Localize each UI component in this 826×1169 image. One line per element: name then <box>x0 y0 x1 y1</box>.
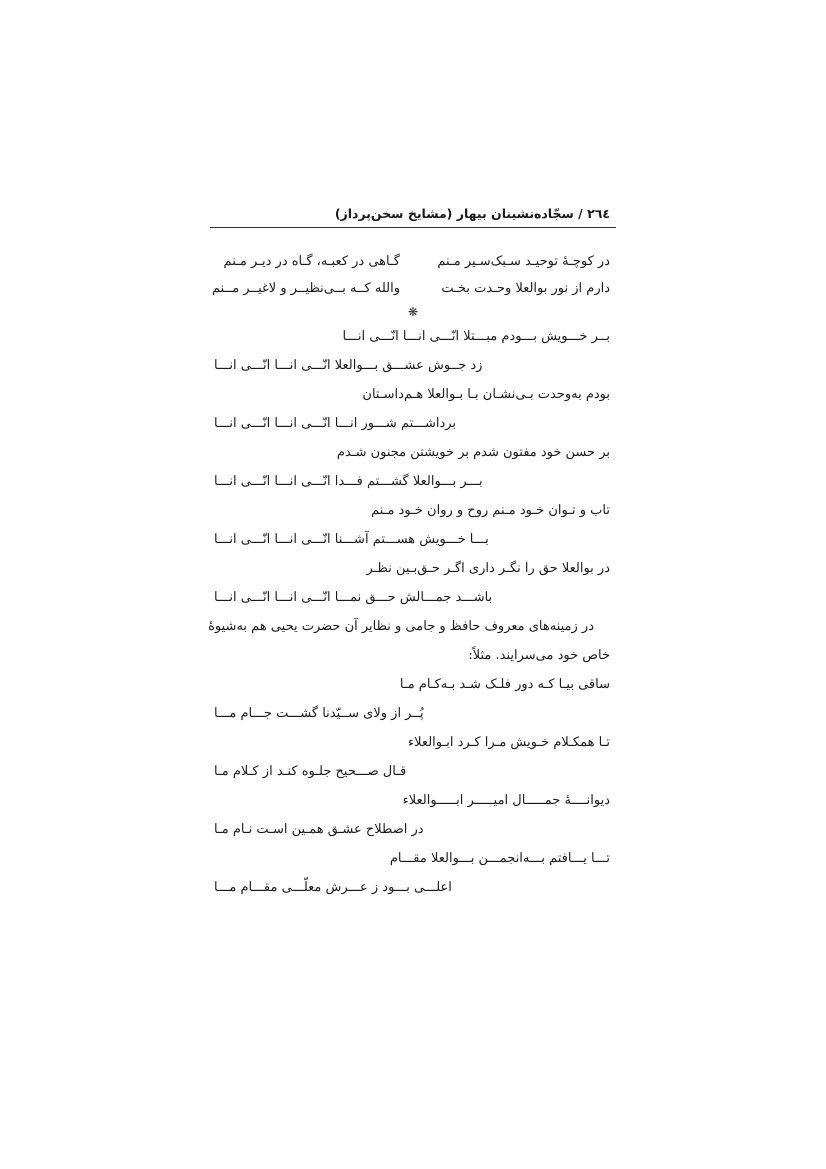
header-rule <box>210 227 616 228</box>
verse-line: بـــا خـــویش هســـتم آشـــنا انّـــی انـــا انّـــی انـــا <box>214 532 489 547</box>
page-header <box>335 206 610 221</box>
verse-line: بودم به‌وحدت بـی‌نشـان بـا بـوالعلا هـم‌داسـتان <box>362 387 610 402</box>
verse-line: تـــا یـــافتم بـــه‌انجمـــن بـــوالعلا مقـــام <box>389 851 610 866</box>
verse-line: باشـــد جمـــالش حـــق نمـــا انّـــی انـــا انّـــی انـــا <box>214 590 493 605</box>
hemistich: والله کــه بــی‌نظیــر و لاغیــر مــنم <box>212 281 400 296</box>
verse-line: زد جــوش عشـــق بـــوالعلا انّـــی انـــا انّـــی انـــا <box>214 358 483 373</box>
verse-line: پُــر از ولای ســیّدنا گشـــت جـــام مـــا <box>214 706 424 721</box>
verse-line: بـــر بـــوالعلا گشـــتم فـــدا انّـــی انـــا انّـــی انـــا <box>214 474 483 489</box>
verse-line: قـال صـــحیح جلـوه کنـد از کـلام مـا <box>214 764 407 779</box>
verse-line: برداشـــتم شـــور انـــا انّـــی انـــا انّـــی انـــا <box>214 416 457 431</box>
verse-line: اعلـــی بـــود ز عـــرش معلّـــی مقـــام مـــا <box>214 880 452 895</box>
prose-line: در زمینه‌های معروف حافظ و جامی و نظایر آن حضرت یحیی هم به‌شیوهٔ <box>208 619 594 634</box>
verse-line: بر حسن خود مفتون شدم بر خویشتن مجنون شـدم <box>336 445 610 460</box>
page-number: ٢٦٤ <box>587 206 610 221</box>
hemistich: دارم از نور بوالعلا وحـدت بخـت <box>441 281 610 296</box>
verse-line: بــر خـــویش بـــودم مبـــتلا انّـــی انـــا انّـــی انـــا <box>342 329 610 344</box>
verse-line: در بوالعلا حق را نگـر داری اگـر حـق‌بـین نظـر <box>366 561 610 576</box>
header-separator: / <box>578 206 583 221</box>
verse-line: تـا همکـلام خـویش مـرا کـرد ابـوالعلاء <box>408 735 610 750</box>
verse-line: ساقی بیـا کـه دور فلـک شـد بـه‌کـام مـا <box>399 677 610 692</box>
verse-line: دیوانــــهٔ جمـــــال امیـــــر ابـــــوالعلاء <box>402 793 610 808</box>
verse-line: در اصطلاح عشـق همـین اسـت نـام مـا <box>214 822 424 837</box>
running-title: سجّاده‌نشینان بیهار (مشایخ سخن‌پرداز) <box>334 206 574 221</box>
hemistich: در کوچـهٔ توحیـد سـبک‌سـیر مـنم <box>437 254 610 269</box>
section-ornament: ❋ <box>407 305 419 319</box>
hemistich: گـاهی در کعبـه، گـاه در دیـر مـنم <box>223 254 400 269</box>
prose-line: خاص خود می‌سرایند. مثلاً: <box>468 648 610 663</box>
verse-line: تاب و تـوان خـود مـنم روح و روان خـود مـنم <box>371 503 610 518</box>
